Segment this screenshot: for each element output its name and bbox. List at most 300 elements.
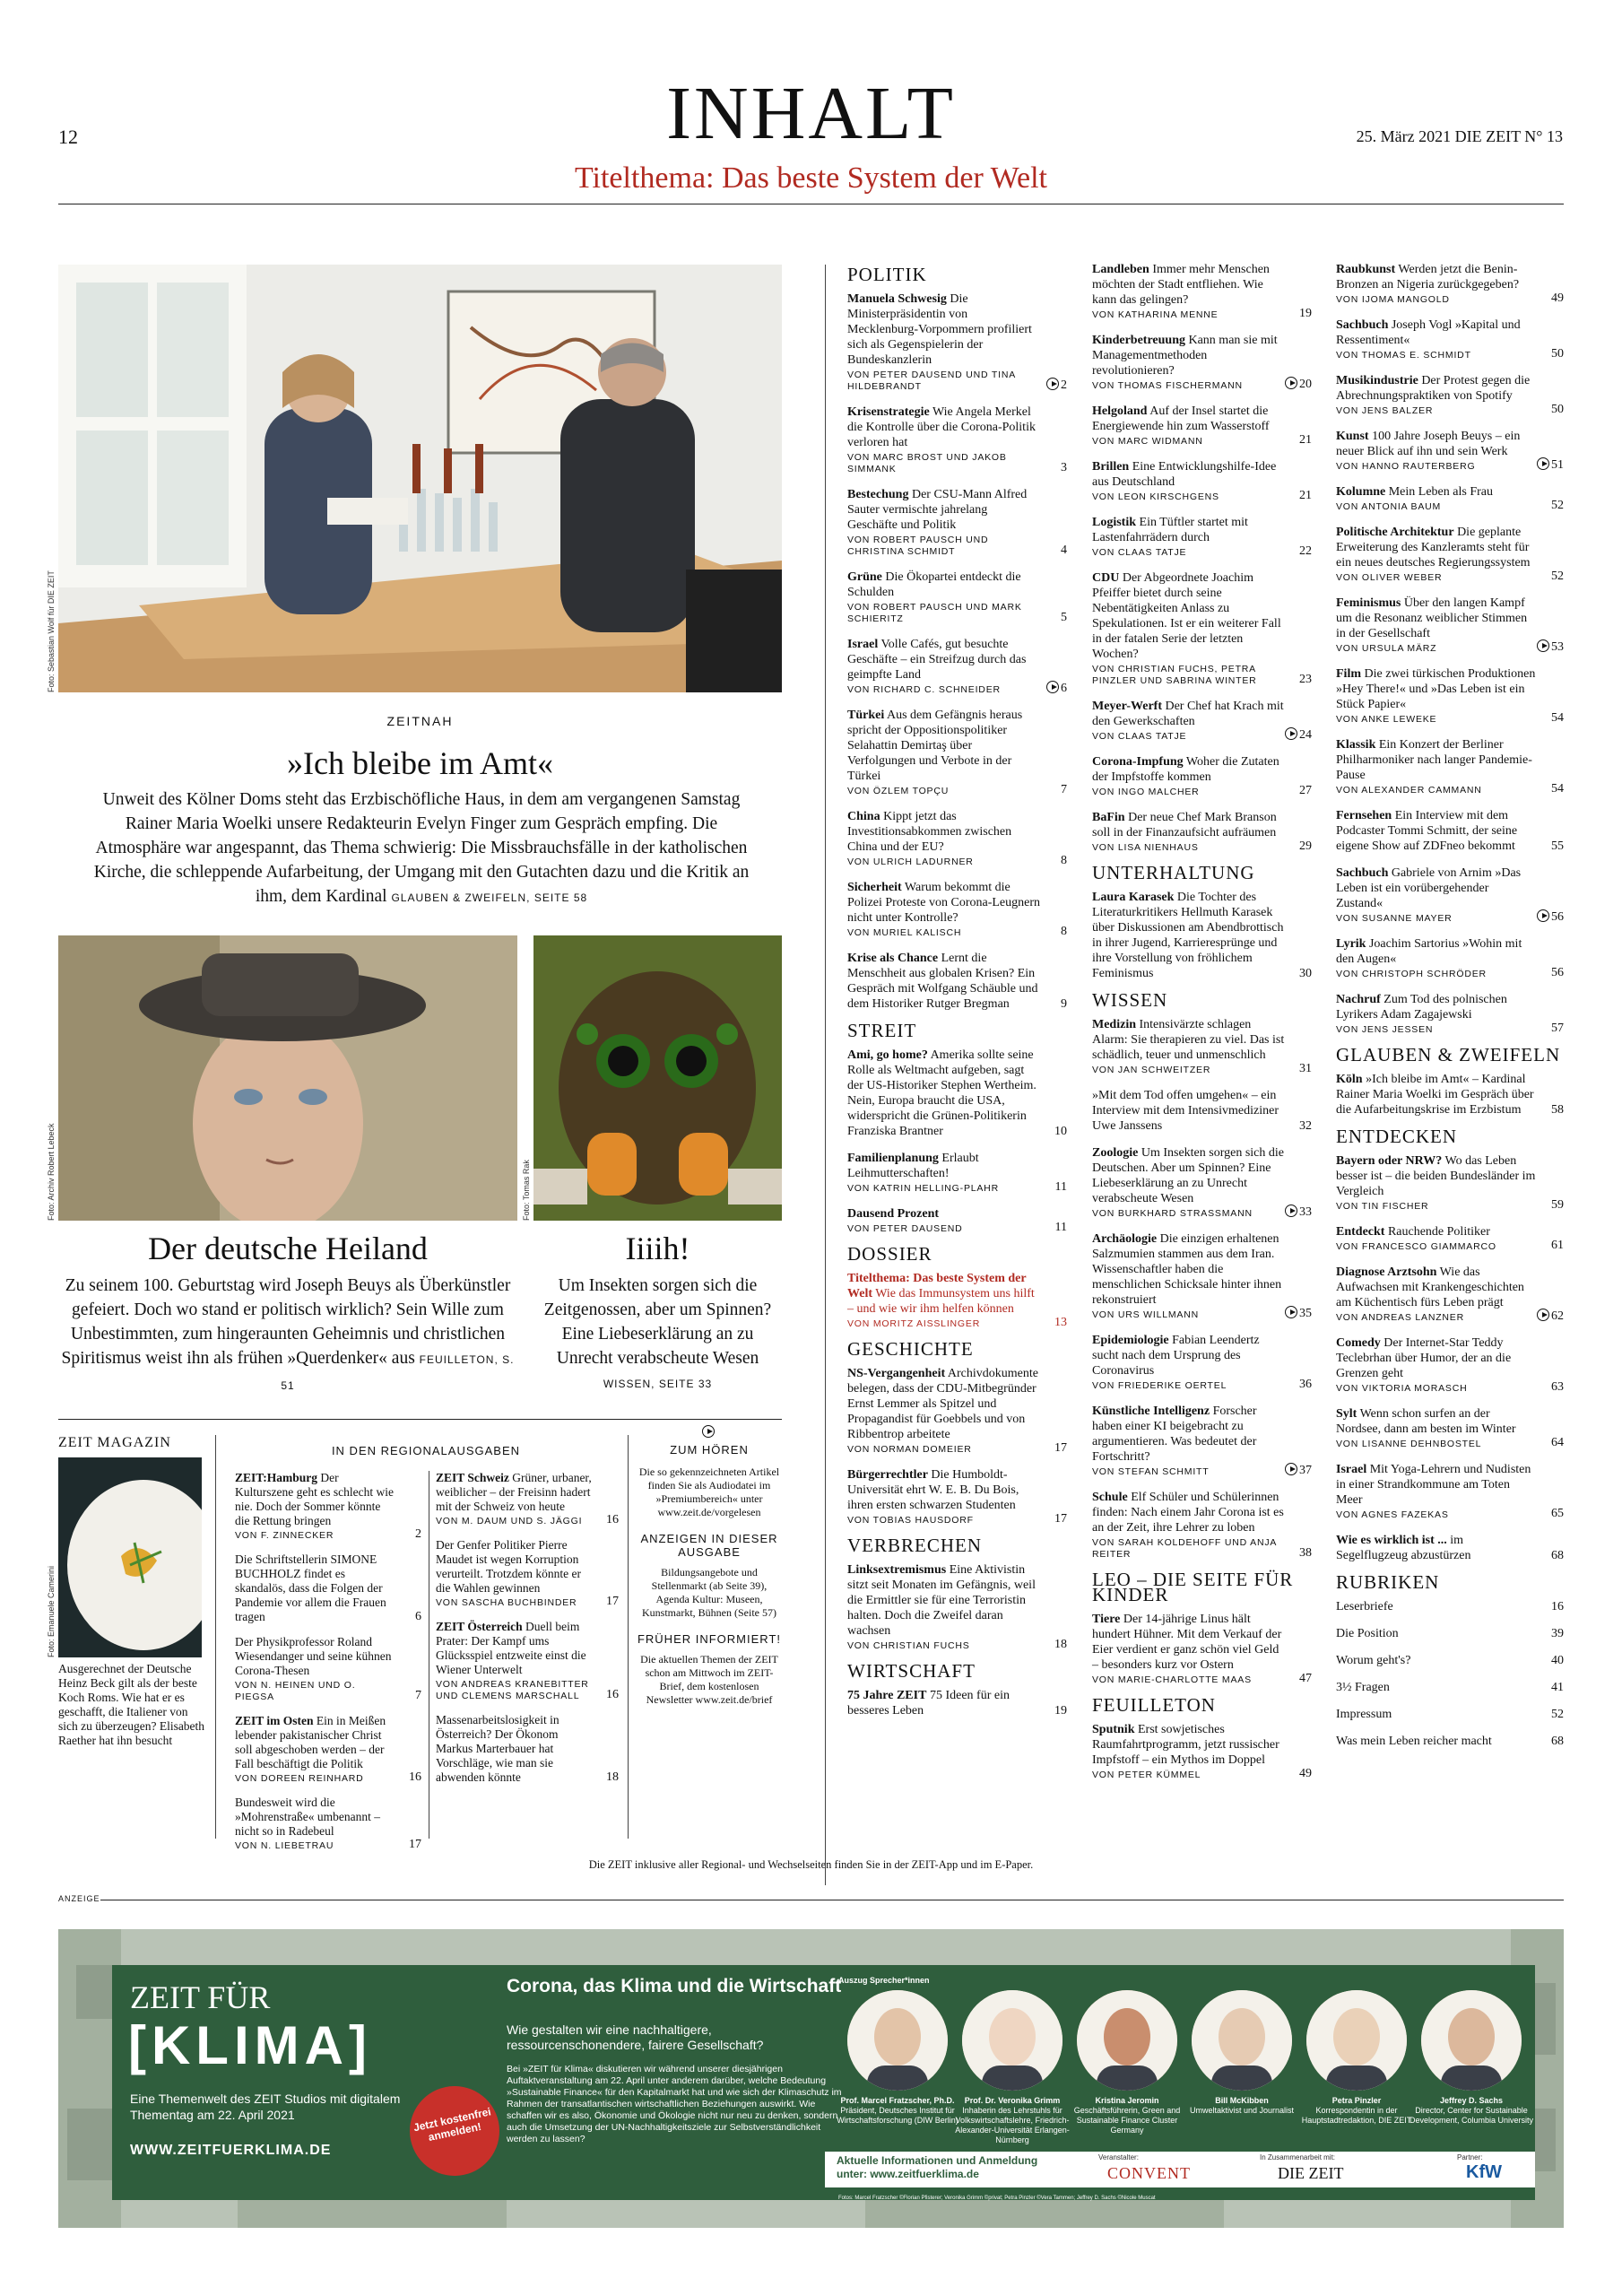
entry-headline: Bayern oder NRW? bbox=[1336, 1154, 1443, 1168]
entry-headline: Israel bbox=[1336, 1463, 1367, 1476]
entry-author: VON ÖZLEM TOPÇU bbox=[847, 786, 950, 796]
partner-label: Partner: bbox=[1457, 2153, 1483, 2161]
rubrik-item[interactable] bbox=[1336, 1680, 1564, 1695]
climate-ad[interactable] bbox=[58, 1929, 1564, 2228]
audio-play-icon[interactable] bbox=[1537, 457, 1549, 470]
entry-headline: Musikindustrie bbox=[1336, 374, 1418, 387]
entry-headline: Archäologie bbox=[1092, 1232, 1158, 1246]
entry-teaser: Die Ministerpräsidentin von Mecklenburg-Vorpommern profiliert sich als Gegenspielerin der Bundeskanzlerin bbox=[847, 292, 1032, 367]
page-number-value: 21 bbox=[1299, 433, 1312, 447]
page-number-value: 38 bbox=[1299, 1546, 1312, 1560]
toc-entry[interactable] bbox=[1336, 865, 1564, 925]
entry-author: VON ANTONIA BAUM bbox=[1336, 501, 1442, 512]
page-number-value: 24 bbox=[1299, 728, 1312, 742]
hoeren-box bbox=[637, 1424, 782, 1707]
page-number-value: 8 bbox=[1061, 925, 1067, 938]
section-heading: GLAUBEN & ZWEIFELN bbox=[1336, 1044, 1561, 1065]
entry-page-number bbox=[1551, 1197, 1564, 1213]
entry-teaser: Gabriele von Arnim »Das Leben ist ein vorübergehender Zustand« bbox=[1336, 866, 1522, 910]
regional-header: IN DEN REGIONALAUSGABEN bbox=[331, 1444, 521, 1457]
speaker-role: Korrespondentin in der Hauptstadtredaktion, DIE ZEIT bbox=[1301, 2106, 1412, 2125]
entry-headline: Diagnose Arztsohn bbox=[1336, 1265, 1437, 1279]
toc-entry[interactable] bbox=[1092, 1404, 1312, 1478]
entry-headline: 75 Jahre ZEIT bbox=[847, 1689, 927, 1702]
entry-page-number bbox=[1299, 1671, 1312, 1686]
entry-page-number bbox=[1299, 488, 1312, 503]
ad-logo-klima: [KLIMA] bbox=[128, 2015, 372, 2075]
entry-page-number bbox=[1055, 1179, 1067, 1195]
toc-entry[interactable] bbox=[847, 637, 1067, 696]
rubrik-item[interactable] bbox=[1336, 1626, 1564, 1641]
section-heading: ENTDECKEN bbox=[1336, 1126, 1457, 1147]
entry-author: VON KATHARINA MENNE bbox=[1092, 309, 1219, 320]
entry-headline: Türkei bbox=[847, 709, 885, 722]
entry-headline: Comedy bbox=[1336, 1336, 1381, 1350]
page-number-value: 51 bbox=[1551, 458, 1564, 472]
toc-entry[interactable] bbox=[1336, 808, 1564, 854]
toc-entry[interactable] bbox=[1336, 429, 1564, 473]
page-number-value: 4 bbox=[1061, 544, 1067, 557]
toc-entry[interactable] bbox=[847, 1151, 1067, 1195]
entry-page-number bbox=[606, 1513, 619, 1527]
entry-teaser: Der CSU-Mann Alfred Sauter vermischte jahrelang Geschäfte und Politik bbox=[847, 488, 1028, 532]
convent-logo: CONVENT bbox=[1107, 2164, 1191, 2182]
entry-teaser: Duell beim Prater: Der Kampf ums Glücksspiel entzweite einst die Wiener Unterwelt bbox=[436, 1620, 586, 1676]
spider-reference[interactable]: WISSEN, SEITE 33 bbox=[603, 1378, 713, 1390]
toc-entry[interactable] bbox=[847, 880, 1067, 939]
entry-headline: ZEIT:Hamburg bbox=[235, 1471, 318, 1484]
entry-page-number bbox=[1551, 710, 1564, 726]
entry-teaser: Der 14-jährige Linus hält hundert Hühner. Mit dem Verkauf der Eier verdient er ganz schön viel Geld – besonders kurz vor Ostern bbox=[1092, 1613, 1282, 1672]
section-heading: WIRTSCHAFT bbox=[847, 1660, 976, 1682]
toc-entry[interactable] bbox=[235, 1714, 421, 1785]
entry-headline: Sputnik bbox=[1092, 1723, 1135, 1736]
entry-page-number bbox=[1551, 1102, 1564, 1118]
page-number-value: 50 bbox=[1551, 403, 1564, 416]
toc-entry[interactable] bbox=[847, 1206, 1067, 1235]
ad-cta[interactable]: Aktuelle Informationen und Anmeldung unter: www.zeitfuerklima.de bbox=[837, 2154, 1038, 2180]
page-number-value: 47 bbox=[1299, 1672, 1312, 1685]
toc-entry[interactable] bbox=[1336, 1462, 1564, 1521]
toc-entry[interactable] bbox=[1092, 262, 1312, 321]
toc-entry[interactable] bbox=[847, 951, 1067, 1012]
toc-entry[interactable] bbox=[1092, 1231, 1312, 1321]
rubrik-label: Leserbriefe bbox=[1336, 1600, 1393, 1613]
page-number-value: 16 bbox=[606, 1513, 619, 1526]
ad-label: ANZEIGE bbox=[58, 1894, 100, 1903]
entry-page-number bbox=[1061, 782, 1067, 797]
entry-teaser: Wenn schon surfen an der Nordsee, dann am besten im Winter bbox=[1336, 1407, 1516, 1436]
divider bbox=[215, 1435, 216, 1839]
rubrik-item[interactable] bbox=[1336, 1707, 1564, 1722]
entry-author: VON BURKHARD STRASSMANN bbox=[1092, 1208, 1253, 1219]
toc-entry[interactable] bbox=[1092, 1722, 1312, 1781]
speaker-role: Inhaberin des Lehrstuhls für Volkswirtschaftslehre, Friedrich-Alexander-Universität Erlangen-Nürnberg bbox=[955, 2106, 1070, 2144]
entry-teaser: Zum Tod des polnischen Lyrikers Adam Zagajewski bbox=[1336, 993, 1507, 1022]
woelki-interview-photo bbox=[58, 265, 782, 692]
toc-entry[interactable] bbox=[1092, 1612, 1312, 1686]
entry-headline: ZEIT Schweiz bbox=[436, 1471, 509, 1484]
entry-page-number bbox=[1054, 1315, 1067, 1330]
entry-teaser: Der Physikprofessor Roland Wiesendanger und seine kühnen Corona-Thesen bbox=[235, 1635, 392, 1677]
toc-entry[interactable] bbox=[1336, 1224, 1564, 1253]
entry-page-number bbox=[1551, 839, 1564, 854]
entry-teaser: Wie das Aufwachsen mit Krankengeschichten am Küchentisch fürs Leben prägt bbox=[1336, 1265, 1524, 1309]
page-number-value: 20 bbox=[1299, 378, 1312, 391]
audio-play-icon[interactable] bbox=[1046, 681, 1059, 693]
entry-author: VON HANNO RAUTERBERG bbox=[1336, 461, 1476, 472]
section-heading: UNTERHALTUNG bbox=[1092, 862, 1255, 883]
entry-author: VON ROBERT PAUSCH UND MARK SCHIERITZ bbox=[847, 602, 1022, 624]
rubrik-label: Die Position bbox=[1336, 1627, 1399, 1640]
toc-entry[interactable] bbox=[1336, 737, 1564, 796]
toc-entry[interactable] bbox=[1336, 666, 1564, 726]
entry-teaser: Ein Tüftler startet mit Lastenfahrrädern durch bbox=[1092, 516, 1248, 544]
toc-entry[interactable] bbox=[847, 291, 1067, 393]
entry-author: VON CLAAS TATJE bbox=[1092, 547, 1187, 558]
toc-entry[interactable] bbox=[1336, 317, 1564, 361]
rubrik-item[interactable] bbox=[1336, 1653, 1564, 1668]
entry-author: VON THOMAS FISCHERMANN bbox=[1092, 380, 1243, 391]
entry-page-number bbox=[1054, 1637, 1067, 1652]
toc-entry[interactable] bbox=[1092, 810, 1312, 854]
entry-teaser: Der Abgeordnete Joachim Pfeiffer bietet durch seine Nebentätigkeiten Anlass zu Spekulationen. Ist er ein weiterer Fall in der fatalen Serie der letzten Wochen? bbox=[1092, 571, 1281, 661]
toc-entry[interactable] bbox=[1092, 1017, 1312, 1076]
entry-page-number bbox=[1551, 402, 1564, 417]
audio-play-icon[interactable] bbox=[1285, 1306, 1297, 1318]
audio-play-icon[interactable] bbox=[1285, 727, 1297, 740]
entry-page-number bbox=[1285, 1463, 1312, 1478]
toc-entry[interactable] bbox=[1092, 515, 1312, 559]
toc-entry[interactable] bbox=[847, 708, 1067, 797]
entry-page-number bbox=[1299, 544, 1312, 559]
entry-author: VON IJOMA MANGOLD bbox=[1336, 294, 1450, 305]
rubrik-page: 52 bbox=[1551, 1708, 1564, 1721]
entry-headline: Köln bbox=[1336, 1073, 1363, 1086]
audio-play-icon[interactable] bbox=[1537, 1309, 1549, 1321]
page-number-value: 56 bbox=[1551, 910, 1564, 924]
entry-headline: Nachruf bbox=[1336, 993, 1381, 1006]
toc-entry[interactable] bbox=[847, 1688, 1067, 1718]
entry-author: VON CHRISTIAN FUCHS, PETRA PINZLER UND SABRINA WINTER bbox=[1092, 664, 1257, 686]
page-number-value: 31 bbox=[1299, 1062, 1312, 1075]
toc-entry[interactable] bbox=[1092, 333, 1312, 392]
entry-author: VON MARC WIDMANN bbox=[1092, 436, 1203, 447]
toc-column-wirtschaft bbox=[1092, 262, 1312, 1793]
section-heading: GESCHICHTE bbox=[847, 1338, 974, 1360]
entry-teaser: Joseph Vogl »Kapital und Ressentiment« bbox=[1336, 318, 1521, 347]
entry-author: VON INGO MALCHER bbox=[1092, 787, 1200, 797]
toc-entry[interactable] bbox=[1336, 992, 1564, 1036]
entry-headline: Sachbuch bbox=[1336, 866, 1389, 880]
speaker-role: Director, Center for Sustainable Development, Columbia University bbox=[1409, 2106, 1534, 2125]
audio-play-icon[interactable] bbox=[1285, 1205, 1297, 1217]
entry-headline: China bbox=[847, 810, 880, 823]
entry-headline: Feminismus bbox=[1336, 596, 1401, 610]
toc-entry[interactable] bbox=[436, 1713, 619, 1785]
page-number-value: 17 bbox=[409, 1838, 421, 1851]
toc-entry[interactable] bbox=[1336, 1406, 1564, 1450]
speaker-photo bbox=[1306, 1990, 1407, 2091]
page-number-value: 50 bbox=[1551, 347, 1564, 361]
toc-entry[interactable] bbox=[1336, 1265, 1564, 1324]
entry-author: VON N. LIEBETRAU bbox=[235, 1840, 334, 1851]
toc-entry[interactable] bbox=[1336, 484, 1564, 513]
ad-body: Bei »ZEIT für Klima« diskutieren wir während unserer diesjährigen Auftaktveranstaltung am 22. April unter anderem darüber, welche Bedeutung »Sustainable Finance« für den Kapitalmarkt hat und wie sich der Klimaschutz im Rahmen der transatlantischen wirtschaftlichen Beziehungen auswirkt. Wie schaffen wir es also, Ökonomie und Ökologie nicht nur neu zu denken, sondern auch die Umsetzung der UN-Nachhaltigkeitsziele zur Selbstverständlichkeit werden zu lassen? bbox=[507, 2064, 842, 2144]
toc-entry[interactable] bbox=[1336, 262, 1564, 306]
toc-entry[interactable] bbox=[1336, 525, 1564, 584]
entry-page-number bbox=[1299, 306, 1312, 321]
page-number-value: 32 bbox=[1299, 1119, 1312, 1133]
page-number-value: 23 bbox=[1299, 673, 1312, 686]
entry-page-number bbox=[1537, 457, 1564, 473]
entry-page-number bbox=[1055, 1220, 1067, 1235]
toc-entry[interactable] bbox=[235, 1796, 421, 1852]
entry-author: VON URS WILLMANN bbox=[1092, 1309, 1199, 1320]
entry-teaser: Intensivärzte schlagen Alarm: Sie therapieren zu viel. Das ist schädlich, teuer und unmenschlich bbox=[1092, 1018, 1285, 1062]
rubrik-label: Worum geht's? bbox=[1336, 1654, 1411, 1667]
page-number-value: 65 bbox=[1551, 1507, 1564, 1520]
page-number-value: 19 bbox=[1054, 1704, 1067, 1718]
newsletter-header: FRÜHER INFORMIERT! bbox=[637, 1632, 782, 1646]
entry-author: VON URSULA MÄRZ bbox=[1336, 643, 1437, 654]
entry-author: VON SUSANNE MAYER bbox=[1336, 913, 1453, 924]
entry-teaser: Volle Cafés, gut besuchte Geschäfte – ein Streifzug durch das geimpfte Land bbox=[847, 638, 1027, 682]
rubrik-page: 39 bbox=[1551, 1627, 1564, 1640]
entry-headline: Israel bbox=[847, 638, 879, 651]
entry-teaser: Aus dem Gefängnis heraus spricht der Oppositionspolitiker Selahattin Demirtaş über Verfolgungen und Verbote in der Türkei bbox=[847, 709, 1023, 783]
entry-teaser: Ein in Meißen lebender pakistanischer Christ soll abgeschoben werden – der Fall beschäftigt die Politik bbox=[235, 1714, 386, 1770]
entry-page-number bbox=[1054, 1703, 1067, 1718]
cover-topic: Titelthema: Das beste System der Welt bbox=[574, 161, 1048, 195]
entry-author: VON NORMAN DOMEIER bbox=[847, 1444, 972, 1455]
entry-page-number bbox=[1299, 783, 1312, 798]
toc-entry[interactable] bbox=[1336, 1072, 1564, 1118]
entry-author: VON CHRISTOPH SCHRÖDER bbox=[1336, 969, 1487, 979]
ad-signup-sticker[interactable]: Jetzt kostenfrei anmelden! bbox=[402, 2078, 508, 2185]
toc-entry[interactable] bbox=[1092, 1088, 1312, 1134]
spider-photo bbox=[533, 935, 782, 1221]
toc-entry[interactable] bbox=[1092, 459, 1312, 503]
entry-page-number bbox=[1537, 639, 1564, 655]
toc-entry[interactable] bbox=[1336, 1533, 1564, 1563]
entry-author: VON FRIEDERIKE OERTEL bbox=[1092, 1380, 1227, 1391]
entry-teaser: Elf Schüler und Schülerinnen finden: Nach einem Jahr Corona ist es an der Zeit, ihre Lehrer zu loben bbox=[1092, 1491, 1284, 1535]
hoeren-text: Die so gekennzeichneten Artikel finden Sie als Audiodatei im »Premiumbereich« unter www.zeit.de/vorgelesen bbox=[638, 1465, 780, 1518]
page-number-value: 27 bbox=[1299, 784, 1312, 797]
entry-teaser: »Ich bleibe im Amt« – Kardinal Rainer Maria Woelki im Gespräch über die Aufarbeitungskrise im Erzbistum bbox=[1336, 1073, 1534, 1117]
page-number-value: 64 bbox=[1551, 1436, 1564, 1449]
toc-entry[interactable] bbox=[436, 1620, 619, 1702]
page-number-value: 5 bbox=[1061, 611, 1067, 624]
anzeigen-text: Bildungsangebote und Stellenmarkt (ab Seite 39), Agenda Kultur: Museen, Kunstmarkt, Bühnen (Seite 57) bbox=[642, 1566, 776, 1619]
toc-entry[interactable] bbox=[1336, 373, 1564, 417]
toc-entry[interactable] bbox=[1092, 1490, 1312, 1561]
newsletter-text[interactable]: Die aktuellen Themen der ZEIT schon am Mittwoch im ZEIT-Brief, dem kostenlosen Newsletter www.zeit.de/brief bbox=[640, 1653, 778, 1706]
toc-entry[interactable] bbox=[1336, 936, 1564, 980]
entry-page-number bbox=[1551, 1238, 1564, 1253]
entry-page-number bbox=[1551, 569, 1564, 584]
speaker-name bbox=[1404, 2096, 1539, 2126]
toc-entry[interactable] bbox=[235, 1635, 421, 1703]
entry-teaser: Archivdokumente belegen, dass der CDU-Mitbegründer Ernst Lemmer als Spitzel und Propagandist für Goebbels und von Ribbentrop arbeitete bbox=[847, 1367, 1038, 1441]
toc-entry[interactable] bbox=[1092, 890, 1312, 981]
page-number-value: 11 bbox=[1054, 1180, 1067, 1194]
rubrik-item[interactable] bbox=[1336, 1734, 1564, 1749]
speaker-photo bbox=[1421, 1990, 1522, 2091]
toc-entry[interactable] bbox=[847, 809, 1067, 868]
toc-entry[interactable] bbox=[1092, 570, 1312, 687]
entry-teaser: Werden jetzt die Benin-Bronzen an Nigeria zurückgegeben? bbox=[1336, 263, 1520, 291]
entry-page-number bbox=[409, 1838, 421, 1852]
toc-entry[interactable] bbox=[847, 487, 1067, 558]
entry-headline: Ami, go home? bbox=[847, 1048, 928, 1062]
regional-column-2 bbox=[436, 1471, 619, 1796]
entry-teaser: Wie Angela Merkel die Kontrolle über die Corona-Politik verloren hat bbox=[847, 405, 1036, 449]
entry-author: VON JENS JESSEN bbox=[1336, 1024, 1434, 1035]
entry-headline: Sachbuch bbox=[1336, 318, 1389, 332]
ad-url[interactable]: WWW.ZEITFUERKLIMA.DE bbox=[130, 2143, 332, 2158]
audio-play-icon[interactable] bbox=[1046, 378, 1059, 390]
entry-teaser: Die geplante Erweiterung des Kanzleramts steht für ein neues deutsches Regierungssystem bbox=[1336, 526, 1531, 570]
toc-entry[interactable] bbox=[1336, 1153, 1564, 1213]
toc-entry[interactable] bbox=[235, 1471, 421, 1542]
entry-headline: ZEIT im Osten bbox=[235, 1714, 314, 1727]
entry-page-number bbox=[415, 1610, 421, 1624]
entry-page-number bbox=[415, 1689, 421, 1703]
entry-headline: Meyer-Werft bbox=[1092, 700, 1162, 713]
toc-entry[interactable] bbox=[436, 1538, 619, 1609]
toc-entry[interactable] bbox=[1092, 1333, 1312, 1392]
veranstalter-label: Veranstalter: bbox=[1098, 2153, 1139, 2161]
entry-teaser: Erst sowjetisches Raumfahrtprogramm, jetzt russischer Impfstoff – ein Mythos im Doppel bbox=[1092, 1723, 1279, 1767]
entry-teaser: Der neue Chef Mark Branson soll in der Finanzaufsicht aufräumen bbox=[1092, 811, 1277, 839]
entry-page-number bbox=[1299, 1545, 1312, 1561]
toc-entry[interactable] bbox=[235, 1552, 421, 1624]
entry-teaser: Wie das Immunsystem uns hilft – und wie wir ihm helfen können bbox=[847, 1287, 1035, 1316]
entry-author: VON FRANCESCO GIAMMARCO bbox=[1336, 1241, 1496, 1252]
rubrik-page: 68 bbox=[1551, 1735, 1564, 1748]
toc-entry[interactable] bbox=[847, 404, 1067, 475]
entry-author: VON JENS BALZER bbox=[1336, 405, 1434, 416]
audio-play-icon[interactable] bbox=[1537, 639, 1549, 652]
beuys-reference[interactable]: FEUILLETON, S. 51 bbox=[281, 1353, 515, 1392]
entry-headline: Bestechung bbox=[847, 488, 909, 501]
entry-headline: NS-Vergangenheit bbox=[847, 1367, 946, 1380]
speaker-role: Präsident, Deutsches Institut für Wirtschaftsforschung (DIW Berlin) bbox=[837, 2106, 958, 2125]
entry-page-number bbox=[606, 1770, 619, 1785]
entry-author: VON M. DAUM UND S. JÄGGI bbox=[436, 1516, 583, 1526]
rubrik-label: 3½ Fragen bbox=[1336, 1681, 1390, 1694]
entry-teaser: Die einzigen erhaltenen Salzmumien stammen aus dem Iran. Wissenschaftler haben die menschlichen Schicksale hinter ihnen rekonstruiert bbox=[1092, 1232, 1282, 1307]
speaker-name-text: Prof. Dr. Veronika Grimm bbox=[964, 2096, 1061, 2105]
photo-credit: Foto: Sebastian Wolf für DIE ZEIT bbox=[47, 570, 56, 692]
page-number-value: 59 bbox=[1551, 1198, 1564, 1212]
rubrik-page: 16 bbox=[1551, 1600, 1564, 1613]
audio-play-icon[interactable] bbox=[1285, 377, 1297, 389]
toc-entry[interactable] bbox=[847, 1366, 1067, 1456]
entry-author: VON TOBIAS HAUSDORF bbox=[847, 1515, 974, 1526]
entry-teaser: 75 Ideen für ein besseres Leben bbox=[847, 1689, 1010, 1718]
entry-author: VON SARAH KOLDEHOFF UND ANJA REITER bbox=[1092, 1537, 1277, 1560]
entry-headline: BaFin bbox=[1092, 811, 1125, 824]
page-number-value: 6 bbox=[415, 1610, 421, 1623]
audio-play-icon[interactable] bbox=[1285, 1463, 1297, 1475]
entry-author: VON JAN SCHWEITZER bbox=[1092, 1065, 1211, 1075]
lead-kicker: ZEITNAH bbox=[386, 714, 454, 728]
toc-entry[interactable] bbox=[436, 1471, 619, 1527]
section-heading: RUBRIKEN bbox=[1336, 1571, 1440, 1593]
audio-play-icon[interactable] bbox=[1537, 909, 1549, 922]
toc-column-politik bbox=[847, 262, 1067, 1730]
entry-author: VON ROBERT PAUSCH UND CHRISTINA SCHMIDT bbox=[847, 535, 989, 557]
divider bbox=[628, 1435, 629, 1839]
entry-headline: Dausend Prozent bbox=[847, 1207, 940, 1221]
entry-author: VON MARC BROST UND JAKOB SIMMANK bbox=[847, 452, 1007, 474]
page-number-value: 54 bbox=[1551, 782, 1564, 796]
entry-author: VON ANDREAS KRANEBITTER UND CLEMENS MARSCHALL bbox=[436, 1679, 589, 1701]
entry-teaser: Der Internet-Star Teddy Teclebrhan über Humor, der an die Grenzen geht bbox=[1336, 1336, 1512, 1380]
toc-entry[interactable] bbox=[847, 1048, 1067, 1139]
entry-headline: Krisenstrategie bbox=[847, 405, 930, 419]
toc-entry[interactable] bbox=[1336, 1335, 1564, 1395]
ad-photo-credits: Fotos: Marcel Fratzscher ©Florian Pfisterer; Veronika Grimm ©privat; Petra Pinzler ©Vera Tammen; Jeffrey D. Sachs ©Nicole Muscat bbox=[838, 2196, 1156, 2201]
toc-entry[interactable] bbox=[847, 1467, 1067, 1526]
toc-entry[interactable] bbox=[847, 570, 1067, 625]
hoeren-header: ZUM HÖREN bbox=[670, 1443, 749, 1457]
anzeigen-header: ANZEIGEN IN DIESER AUSGABE bbox=[640, 1532, 778, 1559]
entry-headline: Kunst bbox=[1336, 430, 1369, 443]
toc-entry[interactable] bbox=[847, 1562, 1067, 1652]
entry-author: VON TIN FISCHER bbox=[1336, 1201, 1429, 1212]
toc-entry[interactable] bbox=[1092, 699, 1312, 743]
page-number-value: 10 bbox=[1054, 1125, 1067, 1138]
toc-entry[interactable] bbox=[847, 1271, 1067, 1330]
page-number-value: 68 bbox=[1551, 1549, 1564, 1562]
entry-author: VON CLAAS TATJE bbox=[1092, 731, 1187, 742]
page-number-value: 2 bbox=[415, 1527, 421, 1541]
ad-question: Wie gestalten wir eine nachhaltigere, ressourcenschonendere, fairere Gesellschaft? bbox=[507, 2022, 764, 2052]
toc-entry[interactable] bbox=[1092, 404, 1312, 448]
toc-entry[interactable] bbox=[1092, 754, 1312, 798]
entry-headline: Linksextremismus bbox=[847, 1563, 947, 1577]
section-heading: FEUILLETON bbox=[1092, 1694, 1216, 1716]
entry-page-number bbox=[1285, 1306, 1312, 1321]
entry-teaser: Mein Leben als Frau bbox=[1388, 485, 1493, 499]
ad-logo-top: ZEIT FÜR bbox=[130, 1979, 271, 2015]
entry-headline: Wie es wirklich ist ... bbox=[1336, 1534, 1447, 1547]
entry-headline: Entdeckt bbox=[1336, 1225, 1385, 1239]
entry-teaser: Bundesweit wird die »Mohrenstraße« umbenannt – nicht so in Radebeul bbox=[235, 1796, 380, 1838]
page-number-value: 8 bbox=[1061, 854, 1067, 867]
toc-entry[interactable] bbox=[1336, 596, 1564, 655]
page-number-value: 7 bbox=[415, 1689, 421, 1702]
zeitmagazin-logo: ZEIT MAGAZIN bbox=[58, 1435, 171, 1450]
entry-author: VON ANDREAS LANZNER bbox=[1336, 1312, 1464, 1323]
page-number-value: 2 bbox=[1061, 378, 1067, 392]
entry-author: VON PETER DAUSEND bbox=[847, 1223, 963, 1234]
lead-reference[interactable]: GLAUBEN & ZWEIFELN, SEITE 58 bbox=[391, 891, 588, 904]
toc-entry[interactable] bbox=[1092, 1145, 1312, 1220]
entry-author: VON LEON KIRSCHGENS bbox=[1092, 491, 1219, 502]
speaker-name-text: Bill McKibben bbox=[1215, 2096, 1269, 2105]
page-number-value: 17 bbox=[606, 1595, 619, 1608]
entry-page-number bbox=[1061, 924, 1067, 939]
page-number-value: 49 bbox=[1551, 291, 1564, 305]
rubrik-item[interactable] bbox=[1336, 1599, 1564, 1614]
speaker-role: Geschäftsführerin, Green and Sustainable Finance Cluster Germany bbox=[1073, 2106, 1181, 2135]
entry-teaser: Grüner, urbaner, weiblicher – der Freisinn hadert mit der Schweiz von heute bbox=[436, 1471, 592, 1513]
